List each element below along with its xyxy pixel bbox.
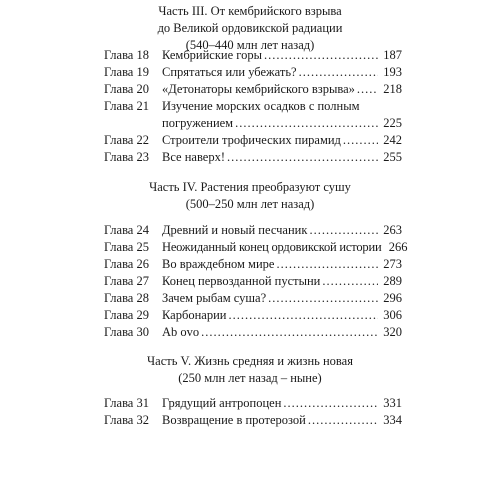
toc-entry[interactable]	[104, 47, 402, 64]
chapter-number: Глава 18	[104, 48, 149, 62]
chapter-number: Глава 20	[104, 82, 149, 96]
toc-entry[interactable]	[104, 81, 402, 98]
page-number: 242	[383, 133, 402, 147]
leader-dots	[264, 47, 378, 64]
chapter-title: Конец первозданной пустыни	[162, 274, 321, 288]
page-number: 306	[383, 308, 402, 322]
part-title: до Великой ордовикской радиации	[157, 21, 343, 35]
chapter-number: Глава 27	[104, 274, 149, 288]
page-number: 193	[383, 65, 402, 79]
chapter-title: Грядущий антропоцен	[162, 396, 282, 410]
chapter-title: Ab ovo	[162, 325, 200, 339]
chapter-number: Глава 19	[104, 65, 149, 79]
toc-entry-continuation[interactable]	[162, 115, 402, 132]
toc-entry[interactable]	[104, 64, 402, 81]
page-number: 225	[383, 116, 402, 130]
chapter-title: Карбонарии	[162, 308, 227, 322]
leader-dots	[308, 412, 378, 429]
part-period: (540–440 млн лет назад)	[185, 38, 315, 52]
toc-entry[interactable]	[104, 132, 402, 149]
page-number: 320	[383, 325, 402, 339]
toc-entry[interactable]	[104, 324, 402, 341]
toc-entry[interactable]	[104, 412, 402, 429]
chapter-title: Изучение морских осадков с полным	[162, 99, 360, 113]
toc-entry[interactable]	[104, 273, 402, 290]
part-heading	[80, 179, 420, 213]
chapter-title: Строители трофических пирамид	[162, 133, 341, 147]
leader-dots	[309, 222, 378, 239]
chapter-title: «Детонаторы кембрийского взрыва»	[162, 82, 355, 96]
page-number: 331	[383, 396, 402, 410]
leader-dots	[228, 307, 378, 324]
part-title: Часть III. От кембрийского взрыва	[158, 4, 342, 18]
page-number: 218	[383, 82, 402, 96]
chapter-number: Глава 29	[104, 308, 149, 322]
chapter-title: Возвращение в протерозой	[162, 413, 306, 427]
chapter-number: Глава 31	[104, 396, 149, 410]
leader-dots	[268, 290, 378, 307]
leader-dots	[276, 256, 378, 273]
leader-dots	[322, 273, 378, 290]
chapter-number: Глава 30	[104, 325, 149, 339]
page-number: 263	[383, 223, 402, 237]
leader-dots	[283, 395, 378, 412]
chapter-number: Глава 28	[104, 291, 149, 305]
leader-dots	[235, 115, 378, 132]
page-number: 289	[383, 274, 402, 288]
page-number: 296	[383, 291, 402, 305]
leader-dots	[343, 132, 378, 149]
chapter-title: Древний и новый песчаник	[162, 223, 308, 237]
page-number: 273	[383, 257, 402, 271]
chapter-title: Неожиданный конец ордовикской истории	[162, 240, 382, 254]
chapter-title: Во враждебном мире	[162, 257, 275, 271]
leader-dots	[299, 64, 378, 81]
chapter-title: Кембрийские горы	[162, 48, 263, 62]
chapter-title: погружением	[162, 116, 234, 130]
toc-entry[interactable]	[104, 256, 402, 273]
chapter-number: Глава 22	[104, 133, 149, 147]
chapter-number: Глава 24	[104, 223, 149, 237]
toc-entry[interactable]	[104, 307, 402, 324]
part-title: Часть IV. Растения преобразуют сушу	[149, 180, 351, 194]
toc-entry[interactable]	[104, 395, 402, 412]
chapter-number: Глава 32	[104, 413, 149, 427]
toc-entry[interactable]	[104, 239, 408, 256]
part-heading	[80, 353, 420, 387]
part-period: (250 млн лет назад – ныне)	[178, 371, 322, 385]
page-number: 187	[383, 48, 402, 62]
toc-entry[interactable]	[104, 290, 402, 307]
toc-entry[interactable]	[104, 149, 402, 166]
chapter-number: Глава 23	[104, 150, 149, 164]
chapter-title: Все наверх!	[162, 150, 225, 164]
toc-entry[interactable]	[104, 98, 402, 115]
leader-dots	[357, 81, 378, 98]
chapter-title: Спрятаться или убежать?	[162, 65, 297, 79]
chapter-number: Глава 21	[104, 99, 149, 113]
chapter-number: Глава 25	[104, 240, 149, 254]
part-title: Часть V. Жизнь средняя и жизнь новая	[147, 354, 353, 368]
page-number: 255	[383, 150, 402, 164]
page-number: 334	[383, 413, 402, 427]
toc-entry[interactable]	[104, 222, 402, 239]
leader-dots	[201, 324, 378, 341]
part-period: (500–250 млн лет назад)	[185, 197, 315, 211]
leader-dots	[227, 149, 378, 166]
chapter-title: Зачем рыбам суша?	[162, 291, 267, 305]
page-number: 266	[388, 240, 408, 254]
chapter-number: Глава 26	[104, 257, 149, 271]
